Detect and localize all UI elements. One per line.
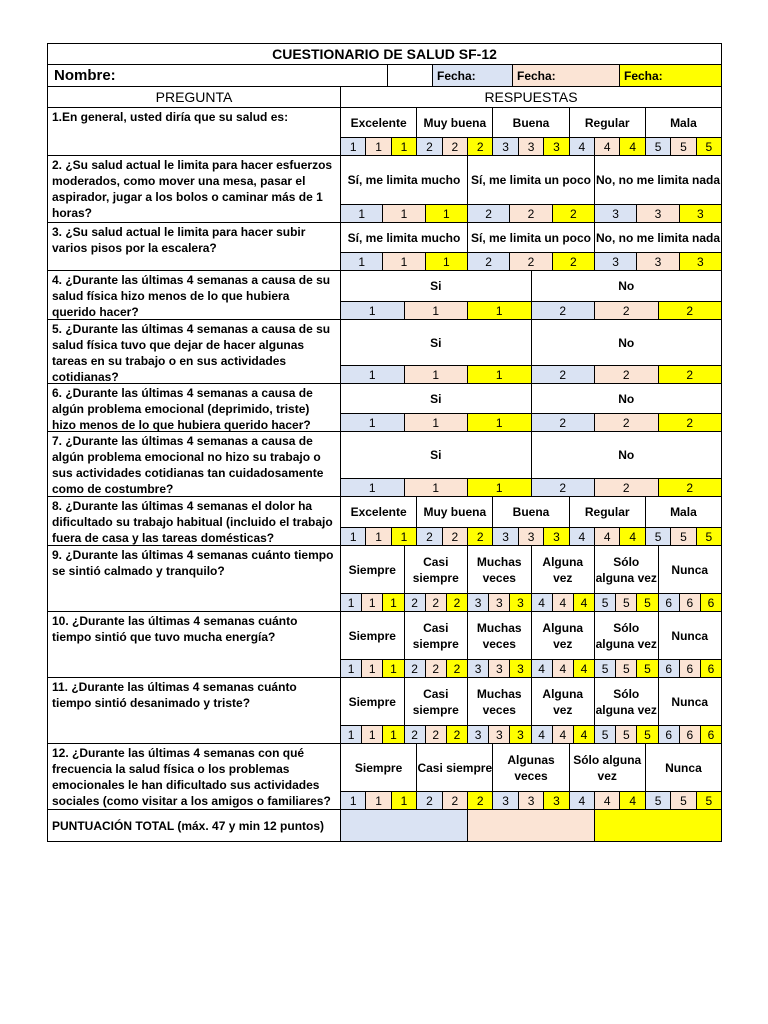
- question-row: [47, 223, 722, 271]
- answer-options: [341, 320, 721, 365]
- score-cell[interactable]: 2: [595, 414, 659, 431]
- score-cell[interactable]: 1: [392, 138, 417, 155]
- score-cell[interactable]: 5: [637, 594, 658, 611]
- score-cell[interactable]: 5: [616, 660, 637, 677]
- score-cell[interactable]: 1: [468, 479, 532, 496]
- score-cell[interactable]: 2: [595, 366, 659, 383]
- score-cell[interactable]: 5: [646, 528, 671, 545]
- score-cell[interactable]: 3: [637, 253, 679, 270]
- answer-option-label: Muchas veces: [468, 612, 532, 659]
- score-cell[interactable]: 3: [493, 528, 518, 545]
- score-cell[interactable]: 4: [574, 660, 595, 677]
- question-row: [47, 744, 722, 810]
- score-cell[interactable]: 1: [383, 594, 404, 611]
- score-cell[interactable]: 4: [553, 660, 574, 677]
- answer-block: [341, 320, 721, 383]
- answer-option-label: Siempre: [341, 678, 405, 725]
- question-text: 4. ¿Durante las últimas 4 semanas a causa de su salud física hizo menos de lo que hubiera querido hacer?: [48, 271, 341, 319]
- score-cell[interactable]: 6: [680, 726, 701, 743]
- answer-option-label: Muchas veces: [468, 678, 532, 725]
- score-cell[interactable]: 6: [680, 594, 701, 611]
- score-cell[interactable]: 1: [366, 792, 391, 809]
- answer-option-label: Siempre: [341, 612, 405, 659]
- score-cell[interactable]: 5: [697, 528, 721, 545]
- answer-option-label: Muchas veces: [468, 546, 532, 593]
- score-cell[interactable]: 2: [443, 528, 468, 545]
- answer-block: [341, 223, 721, 270]
- column-header-row: [47, 87, 722, 108]
- score-cells: [341, 204, 721, 222]
- score-cell[interactable]: 1: [341, 528, 366, 545]
- score-cell[interactable]: 3: [519, 792, 544, 809]
- score-cell[interactable]: 2: [426, 660, 447, 677]
- score-cell[interactable]: 4: [620, 138, 645, 155]
- score-cells: [341, 137, 721, 155]
- name-row: [47, 65, 722, 87]
- score-cells: [341, 301, 721, 319]
- score-cell[interactable]: 1: [405, 302, 469, 319]
- score-cell[interactable]: 1: [341, 792, 366, 809]
- questions-body: [47, 108, 722, 810]
- score-cell[interactable]: 6: [701, 660, 721, 677]
- score-cell[interactable]: 4: [553, 726, 574, 743]
- score-cell[interactable]: 1: [341, 479, 405, 496]
- score-cell[interactable]: 3: [510, 726, 531, 743]
- answer-options: [341, 432, 721, 478]
- score-cell[interactable]: 3: [510, 594, 531, 611]
- question-text: 9. ¿Durante las últimas 4 semanas cuánto tiempo se sintió calmado y tranquilo?: [48, 546, 341, 611]
- answer-option-label: Sí, me limita mucho: [341, 223, 468, 252]
- score-cell[interactable]: 1: [341, 366, 405, 383]
- question-row: [47, 546, 722, 612]
- score-cell[interactable]: 3: [637, 205, 679, 222]
- score-cell[interactable]: 2: [447, 726, 468, 743]
- answer-option-label: Casi siempre: [417, 744, 493, 791]
- score-cell[interactable]: 2: [447, 594, 468, 611]
- answer-option-label: Mala: [670, 505, 697, 519]
- score-cell[interactable]: 1: [341, 205, 383, 222]
- score-cell[interactable]: 3: [489, 660, 510, 677]
- score-cell[interactable]: 4: [532, 660, 553, 677]
- score-cell[interactable]: 2: [659, 414, 722, 431]
- answer-option-label: Buena: [493, 497, 569, 527]
- score-cell[interactable]: 3: [493, 792, 518, 809]
- score-cell[interactable]: 3: [510, 660, 531, 677]
- score-cell[interactable]: 2: [659, 366, 722, 383]
- score-cells: [341, 659, 721, 677]
- score-cell[interactable]: 2: [553, 205, 595, 222]
- score-cell[interactable]: 1: [341, 138, 366, 155]
- score-cell[interactable]: 2: [447, 660, 468, 677]
- score-cell[interactable]: 3: [489, 594, 510, 611]
- answer-option-label: Sólo alguna vez: [595, 546, 659, 593]
- score-cell[interactable]: 5: [595, 726, 616, 743]
- answer-block: [341, 384, 721, 431]
- score-cell[interactable]: 5: [646, 792, 671, 809]
- question-row: [47, 432, 722, 497]
- answer-option-label: Sólo alguna vez: [570, 744, 646, 791]
- answer-options: [341, 156, 721, 204]
- answer-options: [341, 678, 721, 725]
- date-field-2[interactable]: Fecha:: [513, 65, 620, 86]
- score-cell[interactable]: 1: [383, 660, 404, 677]
- score-cell[interactable]: 3: [595, 205, 637, 222]
- question-text: 8. ¿Durante las últimas 4 semanas el dolor ha dificultado su trabajo habitual (incluido el trabajo fuera de casa y las tareas domésticas?: [48, 497, 341, 545]
- score-cell[interactable]: 1: [426, 253, 468, 270]
- score-cell[interactable]: 3: [468, 660, 489, 677]
- answer-option-label: Alguna vez: [532, 678, 596, 725]
- question-row: [47, 678, 722, 744]
- score-cell[interactable]: 1: [383, 253, 425, 270]
- score-cell[interactable]: 3: [468, 594, 489, 611]
- score-cell[interactable]: 1: [405, 414, 469, 431]
- answer-options: [341, 546, 721, 593]
- score-cell[interactable]: 2: [532, 302, 596, 319]
- answer-block: [341, 156, 721, 222]
- score-cell[interactable]: 6: [659, 726, 680, 743]
- answer-option-label: Alguna vez: [532, 546, 596, 593]
- score-cell[interactable]: 3: [680, 253, 721, 270]
- score-cell[interactable]: 2: [553, 253, 595, 270]
- score-cell[interactable]: 1: [405, 479, 469, 496]
- score-cell[interactable]: 5: [637, 660, 658, 677]
- answer-block: [341, 497, 721, 545]
- answer-option-label: Sólo alguna vez: [595, 678, 659, 725]
- answer-options: [341, 108, 721, 137]
- question-row: [47, 320, 722, 384]
- score-cell[interactable]: 6: [680, 660, 701, 677]
- name-field[interactable]: [388, 65, 433, 86]
- score-cell[interactable]: 3: [595, 253, 637, 270]
- score-cell[interactable]: 2: [532, 479, 596, 496]
- question-text: 6. ¿Durante las últimas 4 semanas a causa de algún problema emocional (deprimido, triste) hizo menos de lo que hubiera querido hacer?: [48, 384, 341, 431]
- score-cell[interactable]: 5: [595, 594, 616, 611]
- score-cell[interactable]: 3: [680, 205, 721, 222]
- pregunta-header: PREGUNTA: [48, 87, 341, 107]
- score-cell[interactable]: 4: [595, 792, 620, 809]
- question-row: [47, 156, 722, 223]
- score-cell[interactable]: 2: [405, 594, 426, 611]
- score-cells: [341, 593, 721, 611]
- name-label: Nombre:: [48, 65, 388, 86]
- score-cell[interactable]: 2: [468, 792, 493, 809]
- answer-option-label: Sí, me limita un poco: [468, 223, 595, 252]
- score-cell[interactable]: 4: [620, 528, 645, 545]
- score-cell[interactable]: 5: [671, 792, 696, 809]
- score-cell[interactable]: 5: [637, 726, 658, 743]
- score-cell[interactable]: 4: [570, 528, 595, 545]
- score-cell[interactable]: 2: [443, 792, 468, 809]
- answer-option-label: Nunca: [671, 562, 709, 577]
- score-cell[interactable]: 5: [616, 594, 637, 611]
- answer-option-label: Casi siempre: [405, 678, 469, 725]
- score-cell[interactable]: 5: [595, 660, 616, 677]
- score-cell[interactable]: 2: [510, 253, 552, 270]
- question-row: [47, 497, 722, 546]
- score-cell[interactable]: 6: [659, 660, 680, 677]
- score-cell[interactable]: 1: [362, 660, 383, 677]
- answer-option-label: Muy buena: [417, 108, 493, 137]
- answer-options: [341, 497, 721, 527]
- date-field-1[interactable]: Fecha:: [433, 65, 513, 86]
- score-cell[interactable]: 2: [468, 205, 510, 222]
- score-cell[interactable]: 2: [405, 660, 426, 677]
- question-text: 3. ¿Su salud actual le limita para hacer subir varios pisos por la escalera?: [48, 223, 341, 270]
- form-title: [47, 43, 722, 65]
- score-cell[interactable]: 4: [570, 138, 595, 155]
- score-cell[interactable]: 2: [532, 366, 596, 383]
- answer-option-label: Nunca: [665, 760, 702, 775]
- respuestas-header: RESPUESTAS: [484, 89, 578, 105]
- score-cells: [341, 725, 721, 743]
- answer-option-label: Siempre: [341, 546, 405, 593]
- score-cell[interactable]: 2: [595, 302, 659, 319]
- score-cell[interactable]: 1: [341, 660, 362, 677]
- answer-option-label: No, no me limita nada: [595, 173, 721, 187]
- score-cell[interactable]: 5: [697, 138, 721, 155]
- score-cell[interactable]: 2: [595, 479, 659, 496]
- question-text: 1.En general, usted diría que su salud es:: [48, 108, 341, 155]
- total-box-2[interactable]: [468, 810, 595, 841]
- score-cell[interactable]: 3: [489, 726, 510, 743]
- question-row: [47, 612, 722, 678]
- score-cell[interactable]: 4: [595, 138, 620, 155]
- score-cell[interactable]: 2: [426, 726, 447, 743]
- question-row: [47, 271, 722, 320]
- answer-block: [341, 271, 721, 319]
- score-cell[interactable]: 4: [532, 594, 553, 611]
- score-cell[interactable]: 1: [341, 302, 405, 319]
- score-cell[interactable]: 2: [659, 302, 722, 319]
- score-cell[interactable]: 1: [362, 726, 383, 743]
- date-field-3[interactable]: Fecha:: [620, 65, 721, 86]
- score-cell[interactable]: 5: [697, 792, 721, 809]
- total-box-3[interactable]: [595, 810, 721, 841]
- score-cell[interactable]: 1: [341, 594, 362, 611]
- question-text: 7. ¿Durante las últimas 4 semanas a causa de algún problema emocional no hizo su trabajo o sus actividades cotidianas tan cuidadosamente como de costumbre?: [48, 432, 341, 496]
- answer-option-label: No: [618, 391, 635, 406]
- answer-option-label: No, no me limita nada: [595, 230, 721, 245]
- answer-block: [341, 432, 721, 496]
- question-text: 5. ¿Durante las últimas 4 semanas a causa de su salud física tuvo que dejar de hacer algunas tareas en su trabajo o en sus actividades cotidianas?: [48, 320, 341, 383]
- answer-option-label: Nunca: [671, 628, 709, 643]
- question-text: 10. ¿Durante las últimas 4 semanas cuánto tiempo sintió que tuvo mucha energía?: [48, 612, 341, 677]
- score-cell[interactable]: 2: [443, 138, 468, 155]
- score-cell[interactable]: 1: [468, 414, 532, 431]
- answer-option-label: Buena: [493, 108, 569, 137]
- score-cell[interactable]: 2: [468, 528, 493, 545]
- score-cells: [341, 252, 721, 270]
- score-cells: [341, 527, 721, 545]
- score-cell[interactable]: 4: [532, 726, 553, 743]
- answer-options: [341, 223, 721, 252]
- score-cell[interactable]: 3: [468, 726, 489, 743]
- form-title-text: CUESTIONARIO DE SALUD SF-12: [272, 46, 497, 62]
- answer-block: [341, 546, 721, 611]
- score-cell[interactable]: 4: [620, 792, 645, 809]
- answer-options: [341, 612, 721, 659]
- question-text: 12. ¿Durante las últimas 4 semanas con qué frecuencia la salud física o los problemas emocionales le han dificultado sus actividades sociales (como visitar a los amigos o familiares?: [48, 744, 341, 809]
- score-cell[interactable]: 6: [701, 594, 721, 611]
- answer-option-label: No: [618, 448, 635, 462]
- question-text: 2. ¿Su salud actual le limita para hacer esfuerzos moderados, como mover una mesa, pasar el aspirador, jugar a los bolos o caminar más de 1 horas?: [48, 156, 341, 222]
- answer-option-label: Muy buena: [417, 497, 493, 527]
- score-cells: [341, 413, 721, 431]
- score-cell[interactable]: 3: [493, 138, 518, 155]
- score-cell[interactable]: 6: [659, 594, 680, 611]
- score-cell[interactable]: 2: [417, 528, 442, 545]
- score-cell[interactable]: 2: [468, 138, 493, 155]
- answer-option-label: Sólo alguna vez: [595, 612, 659, 659]
- score-cell[interactable]: 3: [544, 528, 569, 545]
- score-cell[interactable]: 2: [468, 253, 510, 270]
- score-cell[interactable]: 2: [659, 479, 722, 496]
- answer-option-label: No: [618, 335, 635, 350]
- answer-options: [341, 384, 721, 413]
- score-cell[interactable]: 2: [405, 726, 426, 743]
- answer-option-label: Regular: [570, 108, 646, 137]
- sf12-form: [47, 43, 722, 842]
- score-cell[interactable]: 3: [544, 792, 569, 809]
- score-cells: [341, 791, 721, 809]
- answer-block: [341, 744, 721, 809]
- answer-option-label: Si: [341, 320, 532, 365]
- question-row: [47, 108, 722, 156]
- answer-option-label: Siempre: [341, 744, 417, 791]
- score-cell[interactable]: 5: [671, 138, 696, 155]
- answer-block: [341, 108, 721, 155]
- score-cell[interactable]: 4: [570, 792, 595, 809]
- score-cell[interactable]: 4: [574, 726, 595, 743]
- answer-option-label: Regular: [570, 497, 646, 527]
- score-cells: [341, 478, 721, 496]
- score-cell[interactable]: 3: [519, 528, 544, 545]
- score-cell[interactable]: 1: [341, 414, 405, 431]
- answer-block: [341, 612, 721, 677]
- score-cell[interactable]: 5: [646, 138, 671, 155]
- answer-option-label: Sí, me limita mucho: [341, 156, 468, 204]
- score-cell[interactable]: 3: [544, 138, 569, 155]
- score-cell[interactable]: 4: [574, 594, 595, 611]
- score-cell[interactable]: 1: [383, 726, 404, 743]
- score-cell[interactable]: 1: [366, 528, 391, 545]
- score-cell[interactable]: 1: [383, 205, 425, 222]
- score-cell[interactable]: 1: [392, 792, 417, 809]
- score-cell[interactable]: 1: [392, 528, 417, 545]
- score-cell[interactable]: 2: [417, 138, 442, 155]
- answer-option-label: Si: [341, 384, 532, 413]
- score-cell[interactable]: 5: [671, 528, 696, 545]
- score-cell[interactable]: 4: [553, 594, 574, 611]
- answer-block: [341, 678, 721, 743]
- answer-option-label: Algunas veces: [493, 744, 569, 791]
- total-box-1[interactable]: [341, 810, 468, 841]
- score-cell[interactable]: 1: [468, 302, 532, 319]
- score-cell[interactable]: 1: [362, 594, 383, 611]
- answer-option-label: No: [618, 279, 635, 293]
- score-cell[interactable]: 1: [341, 253, 383, 270]
- total-label: PUNTUACIÓN TOTAL (máx. 47 y min 12 puntos): [48, 810, 341, 841]
- answer-option-label: Nunca: [671, 694, 709, 709]
- answer-option-label: Sí, me limita un poco: [468, 156, 595, 204]
- answer-option-label: Alguna vez: [532, 612, 596, 659]
- score-cell[interactable]: 3: [519, 138, 544, 155]
- answer-option-label: Casi siempre: [405, 612, 469, 659]
- score-cell[interactable]: 1: [405, 366, 469, 383]
- question-row: [47, 384, 722, 432]
- answer-option-label: Excelente: [341, 108, 417, 137]
- answer-option-label: Mala: [670, 115, 697, 130]
- total-row: [47, 810, 722, 842]
- score-cell[interactable]: 1: [426, 205, 468, 222]
- score-cell[interactable]: 1: [468, 366, 532, 383]
- score-cell[interactable]: 5: [616, 726, 637, 743]
- answer-option-label: Si: [341, 432, 532, 478]
- score-cell[interactable]: 2: [532, 414, 596, 431]
- answer-options: [341, 271, 721, 301]
- score-cell[interactable]: 1: [366, 138, 391, 155]
- score-cell[interactable]: 2: [426, 594, 447, 611]
- score-cell[interactable]: 2: [417, 792, 442, 809]
- score-cell[interactable]: 2: [510, 205, 552, 222]
- answer-option-label: Excelente: [341, 497, 417, 527]
- score-cell[interactable]: 1: [341, 726, 362, 743]
- score-cells: [341, 365, 721, 383]
- answer-options: [341, 744, 721, 791]
- question-text: 11. ¿Durante las últimas 4 semanas cuánto tiempo sintió desanimado y triste?: [48, 678, 341, 743]
- answer-option-label: Casi siempre: [405, 546, 469, 593]
- score-cell[interactable]: 6: [701, 726, 721, 743]
- answer-option-label: Si: [341, 271, 532, 301]
- score-cell[interactable]: 4: [595, 528, 620, 545]
